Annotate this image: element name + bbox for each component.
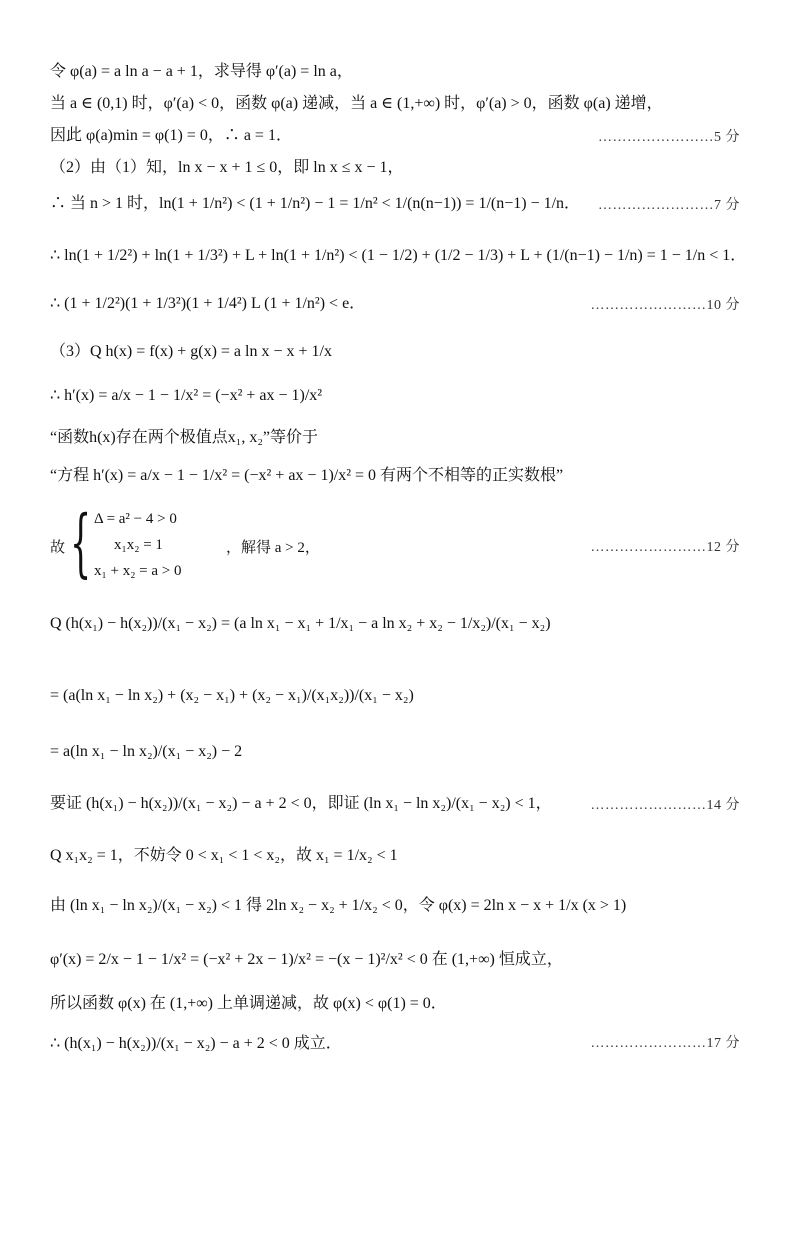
solution-line: “函数h(x)存在两个极值点x₁, x₂”等价于 bbox=[50, 429, 319, 446]
solution-line: ∴ (1 + 1/2²)(1 + 1/3²)(1 + 1/4²) L (1 + 1/n²) < e． bbox=[50, 295, 366, 312]
score-marker: ……………………12 分 bbox=[590, 540, 740, 555]
score-marker: ……………………7 分 bbox=[598, 198, 740, 213]
solution-line: “方程 h′(x) = a/x − 1 − 1/x² = (−x² + ax − 1)/x² = 0 有两个不相等的正实数根” bbox=[50, 467, 564, 484]
solution-line: = (a(ln x₁ − ln x₂) + (x₂ − x₁) + (x₂ − x₁)/(x₁x₂))/(x₁ − x₂) bbox=[50, 687, 414, 704]
solution-line: 所以函数 φ(x) 在 (1,+∞) 上单调递减，故 φ(x) < φ(1) = 0． bbox=[50, 995, 447, 1012]
system-row: x₁x₂ = 1 bbox=[114, 537, 163, 553]
solution-line: （3）Q h(x) = f(x) + g(x) = a ln x − x + 1/x bbox=[50, 343, 332, 360]
solution-line: 由 (ln x₁ − ln x₂)/(x₁ − x₂) < 1 得 2ln x₂ − x₂ + 1/x₂ < 0，令 φ(x) = 2ln x − x + 1/x (x > 1) bbox=[50, 897, 627, 914]
system-rows bbox=[94, 506, 182, 584]
solution-line: 令 φ(a) = a ln a − a + 1，求导得 φ′(a) = ln a， bbox=[50, 63, 353, 80]
system-label: 故 bbox=[50, 538, 66, 556]
solution-line: ∴ 当 n > 1 时，ln(1 + 1/n²) < (1 + 1/n²) − 1 = 1/n² < 1/(n(n−1)) = 1/(n−1) − 1/n． bbox=[50, 195, 581, 212]
solution-line: （2）由（1）知，ln x − x + 1 ≤ 0，即 ln x ≤ x − 1， bbox=[50, 159, 404, 176]
score-marker: ……………………10 分 bbox=[590, 298, 740, 313]
score-marker: ……………………5 分 bbox=[598, 130, 740, 145]
system-row: x₁ + x₂ = a > 0 bbox=[94, 563, 182, 579]
system-conclusion: ，解得 a > 2， bbox=[226, 540, 320, 556]
score-marker: ……………………17 分 bbox=[590, 1036, 740, 1051]
score-marker: ……………………14 分 bbox=[590, 798, 740, 813]
equation-system bbox=[50, 500, 530, 586]
solution-line: 因此 φ(a)min = φ(1) = 0，∴ a = 1． bbox=[50, 127, 292, 144]
solution-line: 要证 (h(x₁) − h(x₂))/(x₁ − x₂) − a + 2 < 0，即证 (ln x₁ − ln x₂)/(x₁ − x₂) < 1， bbox=[50, 795, 552, 812]
solution-line: ∴ h′(x) = a/x − 1 − 1/x² = (−x² + ax − 1)/x² bbox=[50, 387, 323, 404]
solution-line: = a(ln x₁ − ln x₂)/(x₁ − x₂) − 2 bbox=[50, 743, 243, 760]
solution-line: ∴ (h(x₁) − h(x₂))/(x₁ − x₂) − a + 2 < 0 成立． bbox=[50, 1035, 342, 1052]
system-row: Δ = a² − 4 > 0 bbox=[94, 511, 177, 527]
solution-line: 当 a ∈ (0,1) 时，φ′(a) < 0，函数 φ(a) 递减，当 a ∈ (1,+∞) 时，φ′(a) > 0，函数 φ(a) 递增， bbox=[50, 95, 663, 112]
left-brace: { bbox=[70, 500, 92, 586]
solution-line: Q (h(x₁) − h(x₂))/(x₁ − x₂) = (a ln x₁ − x₁ + 1/x₁ − a ln x₂ + x₂ − 1/x₂)/(x₁ − x₂) bbox=[50, 615, 551, 632]
solution-line: Q x₁x₂ = 1，不妨令 0 < x₁ < 1 < x₂，故 x₁ = 1/x₂ < 1 bbox=[50, 847, 398, 864]
solution-line: φ′(x) = 2/x − 1 − 1/x² = (−x² + 2x − 1)/x² = −(x − 1)²/x² < 0 在 (1,+∞) 恒成立， bbox=[50, 951, 563, 968]
solution-line: ∴ ln(1 + 1/2²) + ln(1 + 1/3²) + L + ln(1 + 1/n²) < (1 − 1/2) + (1/2 − 1/3) + L + (1/(n−1) − 1/n) = 1 − 1/n < 1． bbox=[50, 247, 747, 264]
